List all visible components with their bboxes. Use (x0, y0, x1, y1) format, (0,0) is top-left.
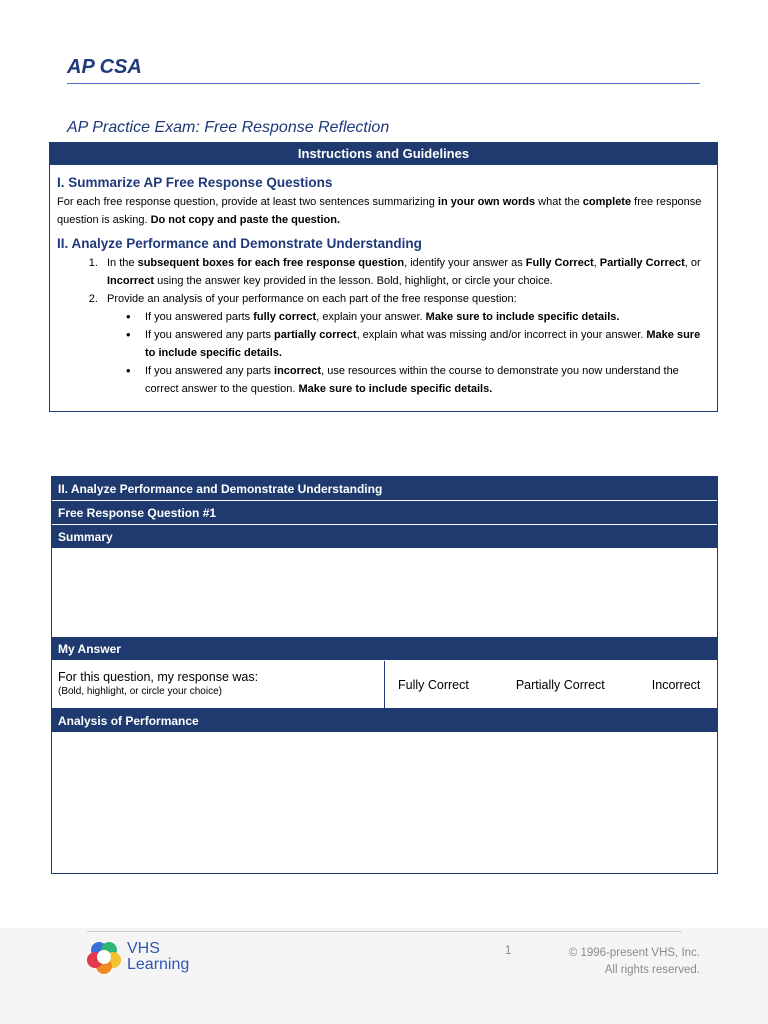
option-fully-correct[interactable]: Fully Correct (398, 677, 469, 692)
logo-wordmark: VHS Learning (127, 940, 190, 973)
title-divider (67, 83, 700, 84)
part2-title: II. Analyze Performance and Demonstrate Understanding (57, 236, 422, 251)
option-incorrect[interactable]: Incorrect (651, 677, 701, 692)
copyright: © 1996-present VHS, Inc. All rights reserved. (568, 947, 700, 976)
bullet-item: • If you answered any parts partially correct, explain what was missing and/or incorrect in your answer. Make sure to include specific details. (129, 326, 709, 362)
question-header-row: Free Response Question #1 (52, 501, 717, 525)
summary-header-row: Summary (52, 525, 717, 549)
instructions-heading: Instructions and Guidelines (50, 143, 717, 165)
list-item: 2. Provide an analysis of your performance on each part of the free response question: • If you answered parts fully correct, explain your answer. Make sure to include specific details. • If you answered any parts partially correct, explain what was missing and/or incorrect in your answer. Make sure to include specific details. • If you answered any parts incorrect, use resources within the course to demonstrate you now understand the correct answer to the question. Make sure to include specific details. (101, 290, 709, 398)
instructions-body (50, 165, 717, 398)
answer-options-cell (385, 661, 717, 708)
part1-text: For each free response question, provide at least two sentences summarizing in your own words what the complete free response question is asking. Do not copy and paste the question. (57, 196, 702, 226)
list-item: 1. In the subsequent boxes for each free response question, identify your answer as Fully Correct, Partially Correct, or Incorrect using the answer key provided in the lesson. Bold, highlight, or circle your choice. (101, 254, 709, 290)
my-answer-header-row: My Answer (52, 637, 717, 661)
answer-prompt-cell (52, 661, 385, 708)
course-title: AP CSA (67, 56, 142, 78)
page-number: 1 (505, 945, 512, 957)
bullet-list (107, 308, 709, 398)
part1-title: I. Summarize AP Free Response Questions (57, 175, 333, 190)
reflection-table (51, 476, 718, 874)
bullet-item: • If you answered parts fully correct, explain your answer. Make sure to include specific details. (129, 308, 709, 326)
analysis-field[interactable] (52, 733, 717, 871)
option-partially-correct[interactable]: Partially Correct (515, 677, 605, 692)
vhs-logo (87, 940, 189, 974)
page-title: AP Practice Exam: Free Response Reflection (67, 119, 390, 136)
summary-field[interactable] (52, 549, 717, 637)
instructions-box (49, 142, 718, 412)
analysis-header-row: Analysis of Performance (52, 709, 717, 733)
answer-note: (Bold, highlight, or circle your choice) (58, 686, 222, 697)
footer-divider (87, 931, 682, 932)
bullet-item: • If you answered any parts incorrect, use resources within the course to demonstrate you now understand the correct answer to the question. Make sure to include specific details. (129, 362, 709, 398)
vhs-logo-icon (87, 940, 121, 974)
answer-row (52, 661, 717, 709)
answer-prompt: For this question, my response was: (58, 670, 259, 684)
part2-list (57, 254, 709, 398)
section-header-row: II. Analyze Performance and Demonstrate Understanding (52, 477, 717, 501)
